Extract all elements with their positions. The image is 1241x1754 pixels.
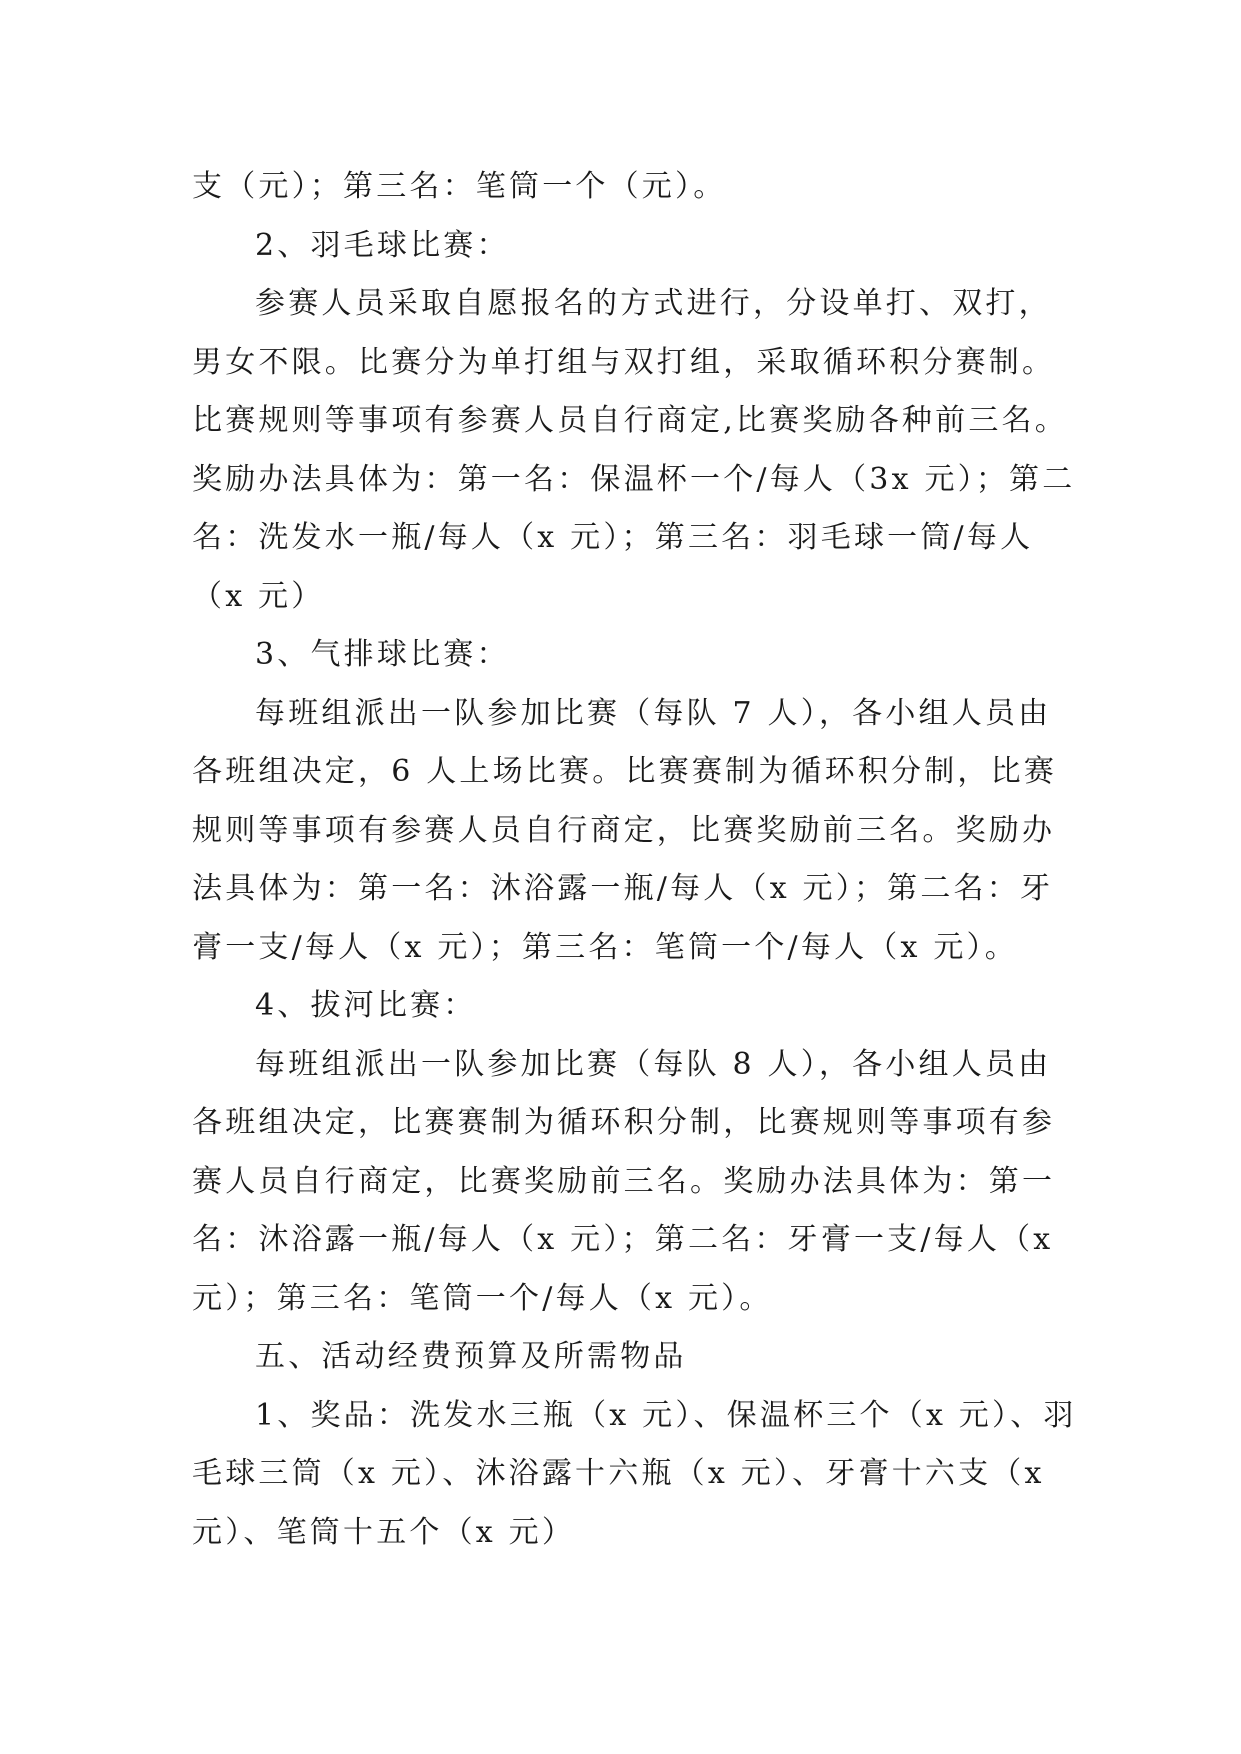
text-line: 法具体为：第一名：沐浴露一瓶/每人（x 元）；第二名：牙 — [192, 871, 1054, 906]
text-line: 各班组决定，比赛赛制为循环积分制，比赛规则等事项有参 — [192, 1105, 1056, 1140]
text-line: 支（元）；第三名：笔筒一个（元）。 — [192, 169, 727, 204]
text-line: 各班组决定，6 人上场比赛。比赛赛制为循环积分制，比赛 — [192, 754, 1058, 789]
text-line: 1、奖品：洗发水三瓶（x 元）、保温杯三个（x 元）、羽 — [255, 1397, 1077, 1433]
text-line: 每班组派出一队参加比赛（每队 8 人），各小组人员由 — [255, 1046, 1052, 1082]
text-line: 每班组派出一队参加比赛（每队 7 人），各小组人员由 — [255, 695, 1052, 731]
text-line: 奖励办法具体为：第一名：保温杯一个/每人（3x 元）；第二 — [192, 461, 1076, 497]
text-line: 毛球三筒（x 元）、沐浴露十六瓶（x 元）、牙膏十六支（x — [192, 1456, 1045, 1491]
text-line: 男女不限。比赛分为单打组与双打组，采取循环积分赛制。 — [192, 344, 1056, 380]
section-heading-tug-of-war: 4、拔河比赛： — [255, 988, 477, 1023]
section-heading-badminton: 2、羽毛球比赛： — [255, 227, 510, 263]
text-line: 参赛人员采取自愿报名的方式进行，分设单打、双打， — [255, 286, 1052, 321]
document-page — [192, 158, 1077, 1562]
text-line: 元）；第三名：笔筒一个/每人（x 元）。 — [192, 1280, 773, 1316]
text-line: 赛人员自行商定，比赛奖励前三名。奖励办法具体为：第一 — [192, 1163, 1056, 1199]
text-line: 名：沐浴露一瓶/每人（x 元）；第二名：牙膏一支/每人（x — [192, 1222, 1054, 1257]
section-heading-volleyball: 3、气排球比赛： — [255, 637, 510, 672]
text-line: 比赛规则等事项有参赛人员自行商定,比赛奖励各种前三名。 — [192, 403, 1068, 438]
text-line: 元）、笔筒十五个（x 元） — [192, 1514, 576, 1550]
text-line: （x 元） — [192, 578, 325, 614]
text-line: 规则等事项有参赛人员自行商定，比赛奖励前三名。奖励办 — [192, 812, 1056, 848]
section-heading-budget: 五、活动经费预算及所需物品 — [255, 1339, 687, 1374]
text-line: 名：洗发水一瓶/每人（x 元）；第三名：羽毛球一筒/每人 — [192, 520, 1034, 555]
text-line: 膏一支/每人（x 元）；第三名：笔筒一个/每人（x 元）。 — [192, 929, 1018, 965]
